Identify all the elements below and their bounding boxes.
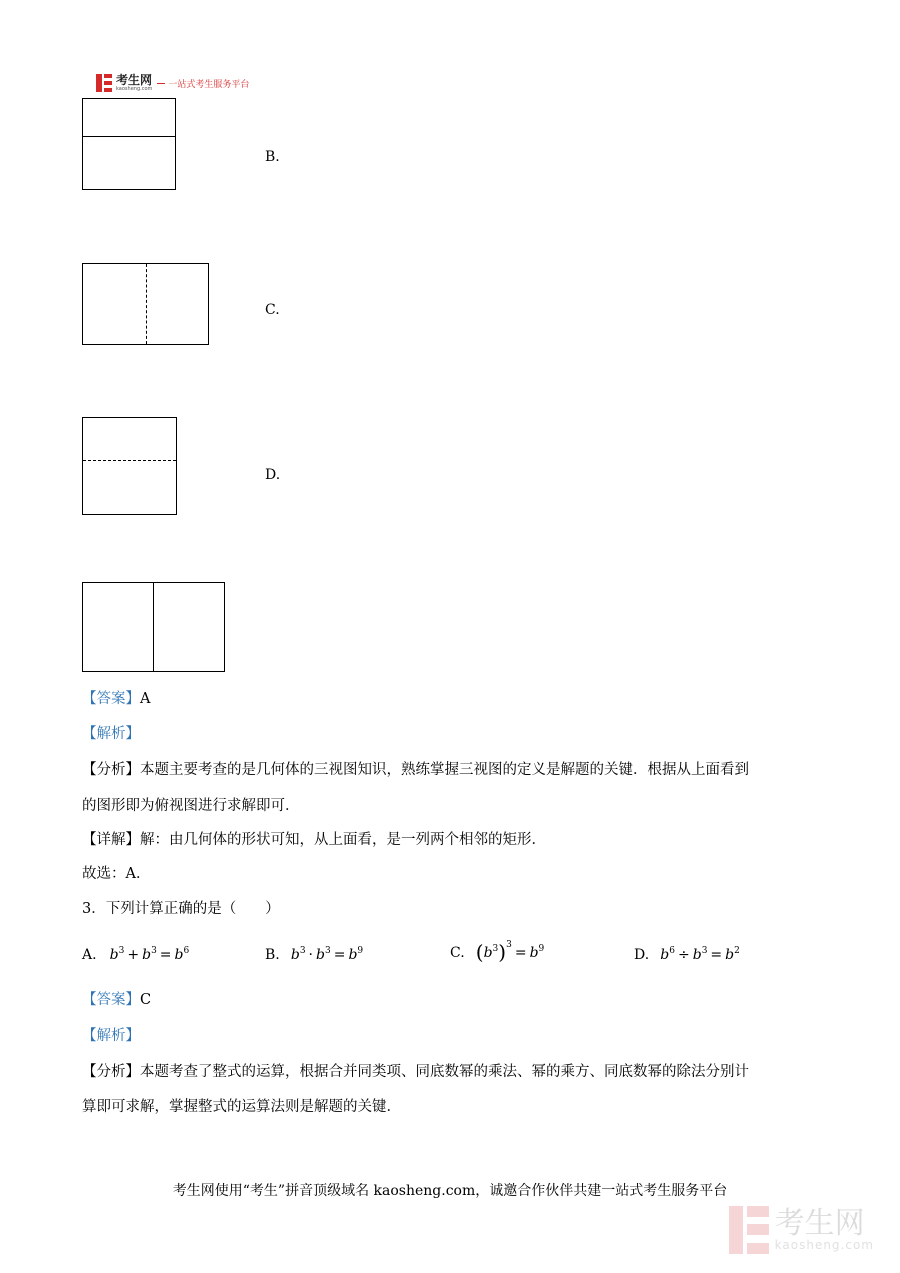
conclusion-text: 故选：A．: [82, 866, 151, 882]
q3-option-d: [634, 944, 740, 963]
figure-dashed-line: [146, 264, 147, 344]
math-equals: =: [159, 947, 172, 963]
logo-slogan: 一站式考生服务平台: [168, 79, 250, 90]
watermark-logo: [729, 1206, 874, 1254]
kaosheng-watermark-icon: [729, 1206, 769, 1254]
analysis-tag: 【解析】: [82, 1028, 140, 1044]
fenxi-text: 本题考查了整式的运算，根据合并同类项、同底数幂的乘法、幂的乘方、同底数幂的除法分别计: [140, 1064, 749, 1080]
q2-fenxi-line-2: [82, 796, 300, 816]
math-exponent: 9: [357, 946, 364, 956]
math-operator: ÷: [677, 947, 690, 963]
q2-answer-line: [82, 689, 150, 709]
detail-text: 解：由几何体的形状可知，从上面看，是一列两个相邻的矩形．: [140, 832, 546, 848]
q2-fenxi-line-1: [82, 760, 749, 780]
fenxi-tag: 【分析】: [82, 1064, 140, 1080]
math-base: b: [483, 945, 493, 961]
page-footer: 考生网使用“考生”拼音顶级域名 kaosheng.com，诚邀合作伙伴共建一站式考生服务平台: [172, 1183, 728, 1199]
kaosheng-logo-icon: [96, 74, 112, 92]
figure-option-c: [82, 417, 177, 515]
q3-fenxi-line-2: [82, 1097, 401, 1117]
math-exponent: 9: [538, 944, 545, 954]
option-expression: [291, 947, 363, 963]
q2-conclusion-line: [82, 864, 150, 884]
option-label: A.: [82, 947, 97, 963]
math-base: b: [316, 947, 325, 963]
math-equals: =: [514, 945, 527, 961]
math-base: b: [660, 947, 670, 963]
q3-option-c: [450, 940, 544, 964]
math-exponent: 3: [118, 946, 125, 956]
q3-option-a: [82, 944, 189, 963]
fenxi-text: 本题主要考查的是几何体的三视图知识，熟练掌握三视图的定义是解题的关键．根据从上面看到: [140, 762, 749, 778]
figure-option-a: [82, 98, 176, 190]
option-expression: [660, 947, 740, 963]
option-label: C.: [450, 945, 465, 961]
option-expression: [475, 940, 545, 964]
math-exponent: 3: [492, 944, 499, 954]
q3-stem: [82, 899, 280, 919]
logo-separator: [157, 83, 165, 84]
math-equals: =: [710, 947, 723, 963]
q3-option-b: [265, 944, 363, 963]
math-equals: =: [333, 947, 346, 963]
math-base: b: [529, 945, 539, 961]
fenxi-text: 算即可求解，掌握整式的运算法则是解题的关键．: [82, 1099, 401, 1115]
math-exponent: 6: [669, 946, 675, 956]
watermark-name: 考生网: [774, 1206, 865, 1241]
figure-divider-line: [83, 136, 175, 137]
q3-fenxi-line-1: [82, 1062, 749, 1082]
question-stem: 3．下列计算正确的是（ ）: [82, 901, 280, 917]
detail-tag: 【详解】: [82, 832, 140, 848]
math-base: b: [692, 947, 702, 963]
fenxi-tag: 【分析】: [82, 762, 140, 778]
math-base: b: [348, 947, 358, 963]
answer-tag: 【答案】: [82, 992, 140, 1008]
math-operator: ·: [308, 947, 313, 963]
math-base: b: [109, 947, 119, 963]
math-exponent: 6: [183, 946, 190, 956]
q2-detail-line: [82, 830, 546, 850]
math-base: b: [725, 947, 735, 963]
analysis-tag: 【解析】: [82, 726, 140, 742]
answer-tag: 【答案】: [82, 691, 140, 707]
figure-dashed-line: [83, 460, 176, 461]
figure-divider-line: [153, 583, 154, 671]
watermark-domain: kaosheng.com: [774, 1238, 874, 1252]
math-exponent: 3: [299, 946, 306, 956]
answer-value: C: [140, 992, 152, 1008]
math-base: b: [142, 947, 152, 963]
fenxi-text: 的图形即为俯视图进行求解即可．: [82, 798, 300, 814]
option-label: D.: [634, 947, 650, 963]
math-exponent: 2: [734, 946, 740, 956]
math-exponent: 3: [324, 946, 331, 956]
math-operator: +: [127, 947, 140, 963]
q3-analysis-line: [82, 1026, 140, 1046]
figure-option-b: [82, 263, 209, 345]
math-base: b: [174, 947, 184, 963]
math-exponent: 3: [701, 946, 708, 956]
logo-domain: kaosheng.com: [116, 86, 153, 92]
option-d-label: D.: [265, 467, 281, 483]
option-b-label: B.: [265, 149, 280, 165]
option-c-label: C.: [265, 302, 280, 318]
math-base: b: [290, 947, 300, 963]
logo-name: 考生网: [116, 73, 153, 87]
q2-analysis-line: [82, 724, 140, 744]
answer-value: A: [140, 691, 151, 707]
math-paren: ): [498, 940, 507, 964]
option-label: B.: [265, 947, 280, 963]
math-paren: (: [475, 940, 484, 964]
option-expression: [110, 947, 190, 963]
logo-text: [116, 74, 152, 92]
math-exponent: 3: [151, 946, 157, 956]
math-exponent: 3: [506, 940, 512, 950]
q3-answer-line: [82, 990, 151, 1010]
figure-option-d: [82, 582, 225, 672]
site-header: [96, 72, 249, 94]
watermark-text: [774, 1206, 874, 1252]
